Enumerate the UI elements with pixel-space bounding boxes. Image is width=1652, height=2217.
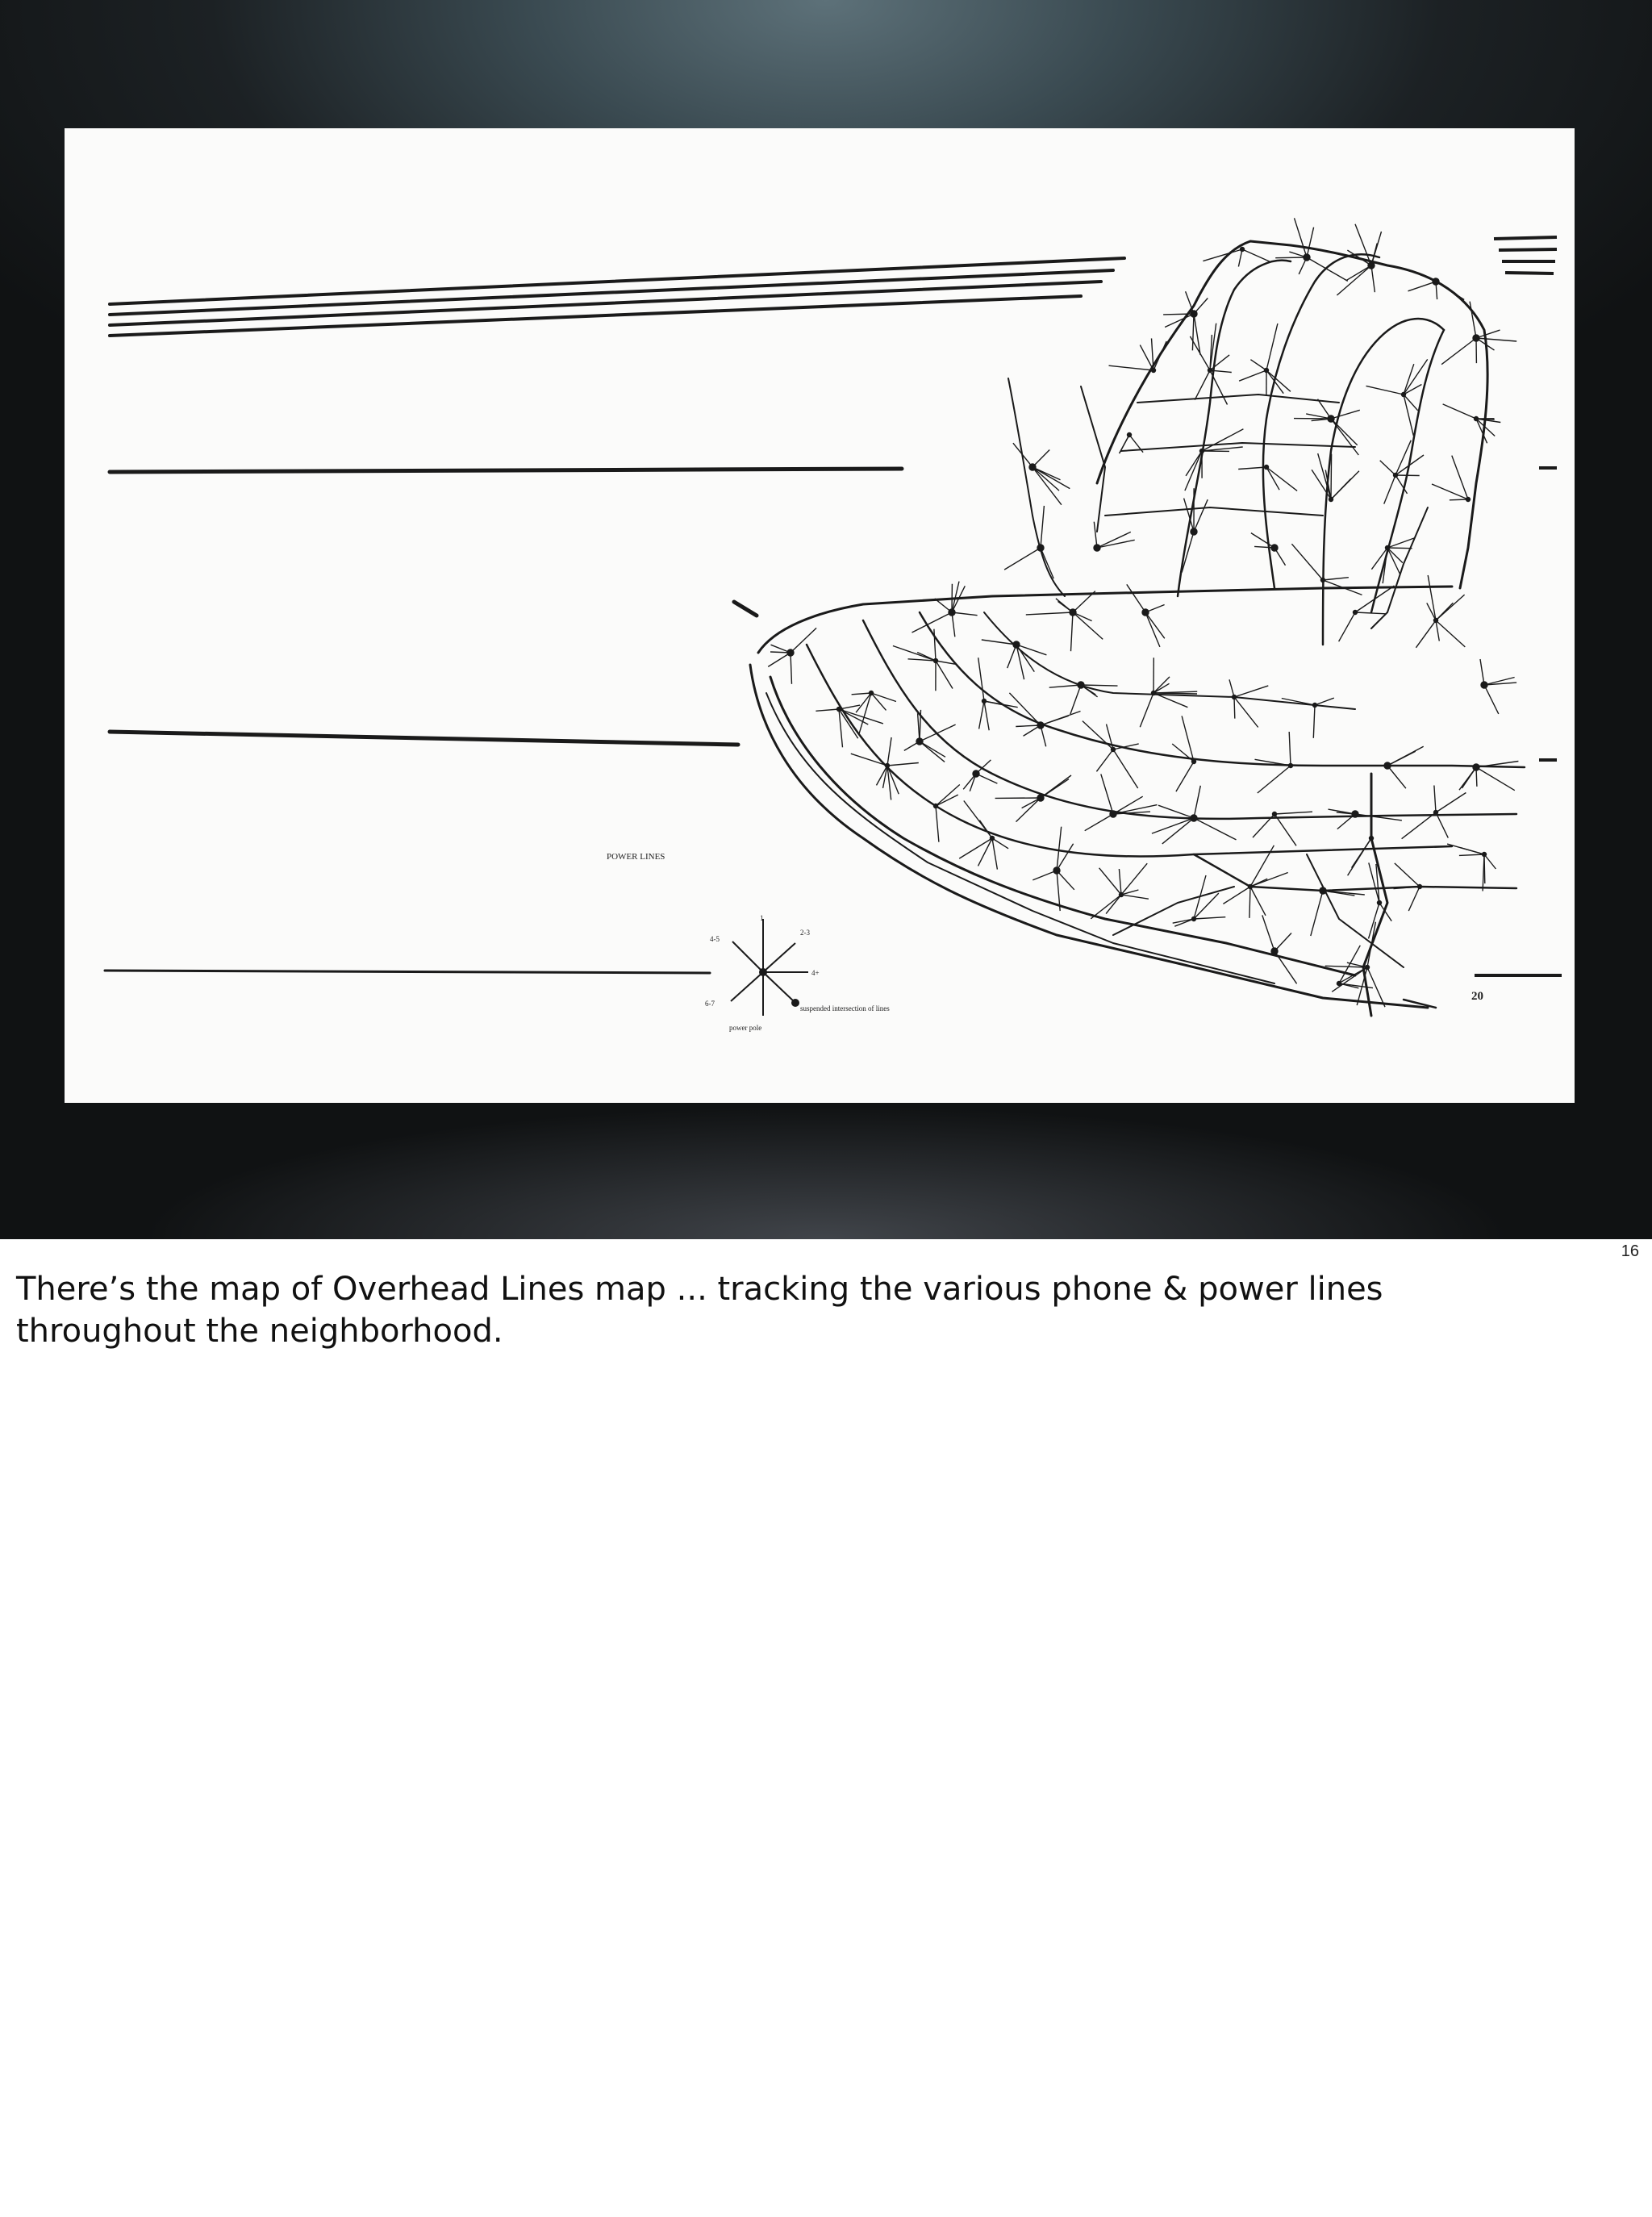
slide-number: 16 bbox=[1621, 1242, 1639, 1260]
service-drop-line bbox=[1484, 854, 1496, 869]
service-drop-line bbox=[1436, 793, 1466, 813]
service-drop-line bbox=[1315, 698, 1334, 705]
service-drop-line bbox=[887, 763, 919, 766]
power-pole bbox=[1249, 885, 1253, 889]
power-pole bbox=[1329, 498, 1333, 502]
power-pole bbox=[1265, 466, 1269, 470]
service-drop-line bbox=[852, 693, 871, 695]
power-pole bbox=[1394, 474, 1398, 478]
service-drop-line bbox=[912, 612, 953, 633]
service-drop-line bbox=[1190, 336, 1210, 370]
service-drop-line bbox=[1016, 798, 1041, 822]
service-drop-line bbox=[1163, 314, 1194, 315]
service-drop-line bbox=[1085, 814, 1113, 831]
power-pole bbox=[1473, 764, 1479, 770]
service-drop-line bbox=[1182, 716, 1194, 762]
service-drop-line bbox=[1242, 249, 1270, 261]
service-drop-line bbox=[1127, 584, 1145, 612]
service-drop-line bbox=[1459, 854, 1484, 855]
service-drop-line bbox=[1258, 766, 1291, 793]
service-drop-line bbox=[1266, 467, 1279, 490]
service-drop-line bbox=[1387, 548, 1412, 549]
service-drop-line bbox=[1094, 522, 1097, 548]
power-pole bbox=[1354, 611, 1358, 615]
service-drop-line bbox=[1331, 454, 1332, 499]
overhead-lines-map bbox=[65, 128, 1575, 1103]
power-pole bbox=[1233, 695, 1237, 699]
power-pole bbox=[870, 691, 874, 695]
power-pole bbox=[1037, 722, 1044, 729]
service-drop-line bbox=[1274, 812, 1312, 814]
service-drop-line bbox=[1194, 818, 1237, 840]
power-pole bbox=[1466, 498, 1471, 502]
power-pole bbox=[1120, 893, 1124, 897]
line-network bbox=[750, 241, 1525, 1016]
power-pole bbox=[1313, 704, 1317, 708]
service-drop-line bbox=[1013, 443, 1032, 467]
service-drop-line bbox=[1162, 818, 1194, 844]
service-drop-line bbox=[1387, 766, 1406, 788]
service-drop-line bbox=[1266, 467, 1297, 491]
power-pole bbox=[1142, 609, 1149, 616]
service-drop-line bbox=[1307, 228, 1314, 257]
legend-caption-intersection: suspended intersection of lines bbox=[800, 1004, 890, 1012]
power-pole bbox=[991, 837, 995, 841]
service-drop-line bbox=[1395, 863, 1420, 887]
power-pole bbox=[1434, 619, 1438, 623]
service-drop-line bbox=[1194, 499, 1208, 532]
service-drop-line bbox=[1091, 895, 1121, 919]
service-drop-line bbox=[1041, 775, 1071, 798]
map-title: POWER LINES bbox=[607, 852, 665, 862]
service-drop-line bbox=[952, 612, 978, 616]
service-drop-line bbox=[1194, 786, 1200, 818]
service-drop-line bbox=[1434, 786, 1436, 813]
power-pole bbox=[916, 738, 923, 745]
service-drop-line bbox=[1275, 257, 1307, 258]
service-drop-line bbox=[856, 693, 871, 712]
service-drop-line bbox=[1073, 612, 1103, 639]
power-pole bbox=[1029, 464, 1036, 470]
service-drop-line bbox=[1032, 467, 1070, 489]
service-drop-line bbox=[1004, 548, 1041, 570]
margin-lines bbox=[105, 258, 1124, 973]
service-drop-line bbox=[1049, 685, 1081, 687]
service-drop-line bbox=[1436, 620, 1465, 647]
power-pole bbox=[1037, 795, 1044, 801]
service-drop-line bbox=[984, 701, 989, 730]
service-drop-line bbox=[1140, 693, 1153, 727]
power-pole bbox=[1368, 262, 1375, 269]
service-drop-line bbox=[1311, 891, 1323, 936]
power-pole bbox=[1366, 966, 1370, 970]
service-drop-line bbox=[1274, 814, 1296, 845]
pole-bursts bbox=[768, 218, 1518, 1007]
service-drop-line bbox=[1109, 365, 1154, 370]
power-pole bbox=[1265, 369, 1269, 373]
service-drop-line bbox=[1291, 544, 1323, 580]
service-drop-line bbox=[1459, 767, 1476, 790]
service-drop-line bbox=[1346, 265, 1371, 281]
service-drop-line bbox=[992, 838, 1008, 849]
service-drop-line bbox=[1194, 917, 1225, 919]
power-pole bbox=[1037, 545, 1044, 551]
service-drop-line bbox=[979, 701, 984, 729]
service-drop-line bbox=[1113, 749, 1138, 788]
power-pole bbox=[982, 699, 987, 704]
power-pole bbox=[1112, 748, 1116, 752]
legend-label-1: 1 bbox=[760, 914, 764, 922]
map-legend bbox=[705, 914, 890, 1032]
service-drop-line bbox=[851, 754, 887, 766]
service-drop-line bbox=[1408, 887, 1420, 911]
power-pole bbox=[1273, 812, 1277, 816]
map-page-number: 20 bbox=[1471, 990, 1483, 1003]
power-pole bbox=[1483, 853, 1487, 857]
service-drop-line bbox=[1295, 218, 1308, 257]
service-drop-line bbox=[1057, 871, 1074, 890]
service-drop-line bbox=[1416, 620, 1436, 648]
service-drop-line bbox=[1436, 603, 1453, 620]
service-drop-line bbox=[1234, 697, 1258, 728]
service-drop-line bbox=[1460, 848, 1484, 854]
service-drop-line bbox=[1307, 257, 1348, 281]
service-drop-line bbox=[1032, 467, 1062, 505]
service-drop-line bbox=[964, 801, 992, 839]
power-pole bbox=[1241, 248, 1245, 252]
service-drop-line bbox=[1251, 533, 1274, 548]
service-drop-line bbox=[1250, 887, 1266, 916]
power-pole bbox=[1352, 811, 1358, 817]
service-drop-line bbox=[1432, 484, 1468, 499]
service-drop-line bbox=[1249, 887, 1250, 918]
power-pole bbox=[1271, 948, 1278, 954]
service-drop-line bbox=[1026, 612, 1073, 615]
service-drop-line bbox=[1395, 475, 1420, 476]
service-drop-line bbox=[1331, 410, 1360, 419]
service-drop-line bbox=[1210, 355, 1229, 370]
service-drop-line bbox=[1101, 774, 1113, 814]
service-drop-line bbox=[1266, 370, 1291, 391]
power-pole bbox=[1475, 417, 1479, 421]
service-drop-line bbox=[791, 653, 792, 684]
service-drop-line bbox=[1337, 265, 1371, 295]
service-drop-line bbox=[1081, 685, 1118, 686]
service-drop-line bbox=[1452, 456, 1468, 499]
service-drop-line bbox=[1339, 612, 1355, 641]
service-drop-line bbox=[1032, 467, 1059, 491]
service-drop-line bbox=[1476, 338, 1516, 341]
power-pole bbox=[1433, 278, 1439, 285]
service-drop-line bbox=[1331, 419, 1358, 455]
service-drop-line bbox=[920, 741, 945, 762]
power-pole bbox=[934, 659, 938, 663]
service-drop-line bbox=[1366, 386, 1404, 395]
service-drop-line bbox=[1152, 818, 1194, 833]
service-drop-line bbox=[936, 661, 953, 689]
power-pole bbox=[1013, 641, 1020, 648]
service-drop-line bbox=[1070, 685, 1081, 714]
legend-caption-pole: power pole bbox=[729, 1024, 762, 1032]
service-drop-line bbox=[1097, 540, 1135, 548]
service-drop-line bbox=[936, 661, 955, 664]
service-drop-line bbox=[1484, 685, 1499, 714]
service-drop-line bbox=[1172, 744, 1194, 762]
service-drop-line bbox=[839, 705, 860, 709]
service-drop-line bbox=[1313, 705, 1315, 738]
service-drop-line bbox=[1387, 751, 1416, 766]
power-pole bbox=[1191, 815, 1197, 821]
service-drop-line bbox=[1250, 360, 1266, 370]
power-pole bbox=[1191, 311, 1197, 317]
service-drop-line bbox=[768, 653, 791, 666]
service-drop-line bbox=[1371, 820, 1372, 838]
power-pole bbox=[1321, 578, 1325, 582]
service-drop-line bbox=[1192, 314, 1194, 350]
service-drop-line bbox=[1083, 721, 1113, 749]
service-drop-line bbox=[1387, 548, 1400, 575]
service-drop-line bbox=[1331, 471, 1359, 499]
service-drop-line bbox=[1384, 475, 1395, 504]
service-drop-line bbox=[1408, 282, 1437, 291]
service-drop-line bbox=[1480, 659, 1484, 685]
speaker-notes: There’s the map of Overhead Lines map ... tracking the various phone & power lines throughout the neighborhood. bbox=[16, 1271, 1383, 1350]
service-drop-line bbox=[816, 709, 839, 711]
power-pole bbox=[949, 609, 955, 616]
power-pole bbox=[1078, 682, 1084, 688]
power-pole bbox=[1152, 691, 1156, 695]
service-drop-line bbox=[1121, 863, 1147, 895]
service-drop-line bbox=[1041, 548, 1053, 578]
service-drop-line bbox=[887, 737, 891, 766]
power-pole bbox=[1094, 545, 1100, 551]
service-drop-line bbox=[934, 629, 936, 661]
power-pole bbox=[1473, 335, 1479, 341]
power-pole bbox=[1208, 369, 1212, 373]
service-drop-line bbox=[1436, 812, 1448, 838]
service-drop-line bbox=[1323, 578, 1349, 580]
service-drop-line bbox=[920, 724, 956, 741]
service-drop-line bbox=[1041, 506, 1044, 548]
service-drop-line bbox=[1106, 895, 1121, 914]
service-drop-line bbox=[1266, 370, 1283, 394]
power-pole bbox=[1070, 609, 1076, 616]
power-pole bbox=[934, 804, 938, 808]
legend-label-2-3: 2-3 bbox=[800, 929, 810, 937]
power-pole bbox=[787, 649, 794, 656]
service-drop-line bbox=[1387, 548, 1403, 563]
power-pole bbox=[1402, 393, 1406, 397]
service-drop-line bbox=[992, 838, 997, 870]
service-drop-line bbox=[1195, 370, 1210, 400]
legend-label-4-5: 4-5 bbox=[710, 935, 720, 943]
power-pole bbox=[1481, 682, 1487, 688]
service-drop-line bbox=[1274, 951, 1297, 983]
service-drop-line bbox=[1289, 732, 1291, 766]
service-drop-line bbox=[1009, 693, 1041, 725]
service-drop-line bbox=[1238, 249, 1242, 267]
power-pole bbox=[1328, 415, 1334, 422]
service-drop-line bbox=[1380, 461, 1395, 475]
service-drop-line bbox=[1239, 370, 1266, 381]
power-pole bbox=[837, 708, 841, 712]
power-pole bbox=[1304, 254, 1310, 261]
service-drop-line bbox=[1234, 697, 1235, 719]
power-pole bbox=[1370, 837, 1374, 841]
service-drop-line bbox=[791, 628, 816, 653]
service-drop-line bbox=[1099, 868, 1121, 895]
service-drop-line bbox=[1266, 324, 1278, 370]
service-drop-line bbox=[1450, 499, 1468, 500]
service-drop-line bbox=[1234, 686, 1268, 697]
service-drop-line bbox=[984, 701, 1018, 708]
power-pole bbox=[1271, 545, 1278, 551]
service-drop-line bbox=[1229, 679, 1234, 697]
service-drop-line bbox=[978, 658, 984, 701]
service-drop-line bbox=[893, 646, 936, 662]
service-drop-line bbox=[920, 741, 945, 757]
power-pole bbox=[1289, 764, 1293, 768]
service-drop-line bbox=[1355, 612, 1386, 614]
service-drop-line bbox=[1262, 915, 1274, 951]
service-drop-line bbox=[1476, 767, 1515, 791]
power-pole bbox=[1110, 811, 1116, 817]
service-drop-line bbox=[1140, 345, 1153, 370]
power-pole bbox=[886, 764, 890, 768]
service-drop-line bbox=[1443, 404, 1476, 419]
service-drop-line bbox=[1153, 691, 1197, 693]
power-pole bbox=[1386, 546, 1390, 550]
power-pole bbox=[1434, 811, 1438, 815]
power-pole bbox=[1320, 887, 1326, 894]
power-pole bbox=[1384, 762, 1391, 769]
power-pole bbox=[1192, 760, 1196, 764]
power-pole bbox=[1378, 901, 1382, 905]
service-drop-line bbox=[936, 806, 939, 842]
service-drop-line bbox=[1348, 838, 1371, 875]
service-drop-line bbox=[859, 693, 871, 733]
power-pole bbox=[1192, 917, 1196, 921]
service-drop-line bbox=[1436, 282, 1464, 300]
service-drop-line bbox=[952, 582, 959, 612]
power-pole bbox=[1191, 528, 1197, 535]
power-pole bbox=[1053, 867, 1060, 874]
legend-label-6-7: 6-7 bbox=[705, 1000, 715, 1008]
power-pole bbox=[1128, 433, 1132, 437]
service-drop-line bbox=[1441, 338, 1476, 365]
legend-label-4plus: 4+ bbox=[811, 969, 820, 977]
map-drawing bbox=[65, 128, 1575, 1103]
service-drop-line bbox=[1483, 854, 1484, 891]
service-drop-line bbox=[1121, 895, 1149, 899]
service-drop-line bbox=[1176, 762, 1194, 791]
service-drop-line bbox=[918, 713, 920, 741]
service-drop-line bbox=[1032, 467, 1061, 480]
power-pole bbox=[1418, 885, 1422, 889]
service-drop-line bbox=[1032, 871, 1057, 880]
service-drop-line bbox=[1470, 302, 1476, 338]
service-drop-line bbox=[1371, 232, 1382, 265]
service-drop-line bbox=[1153, 341, 1166, 370]
service-drop-line bbox=[1096, 749, 1113, 771]
power-pole bbox=[1200, 449, 1204, 453]
service-drop-line bbox=[1210, 370, 1228, 405]
power-pole bbox=[973, 770, 979, 777]
service-drop-line bbox=[1071, 612, 1074, 651]
service-drop-line bbox=[1041, 712, 1081, 726]
power-pole bbox=[1152, 369, 1156, 373]
service-drop-line bbox=[1371, 265, 1375, 292]
service-drop-line bbox=[1119, 869, 1121, 895]
service-drop-line bbox=[1097, 532, 1131, 548]
